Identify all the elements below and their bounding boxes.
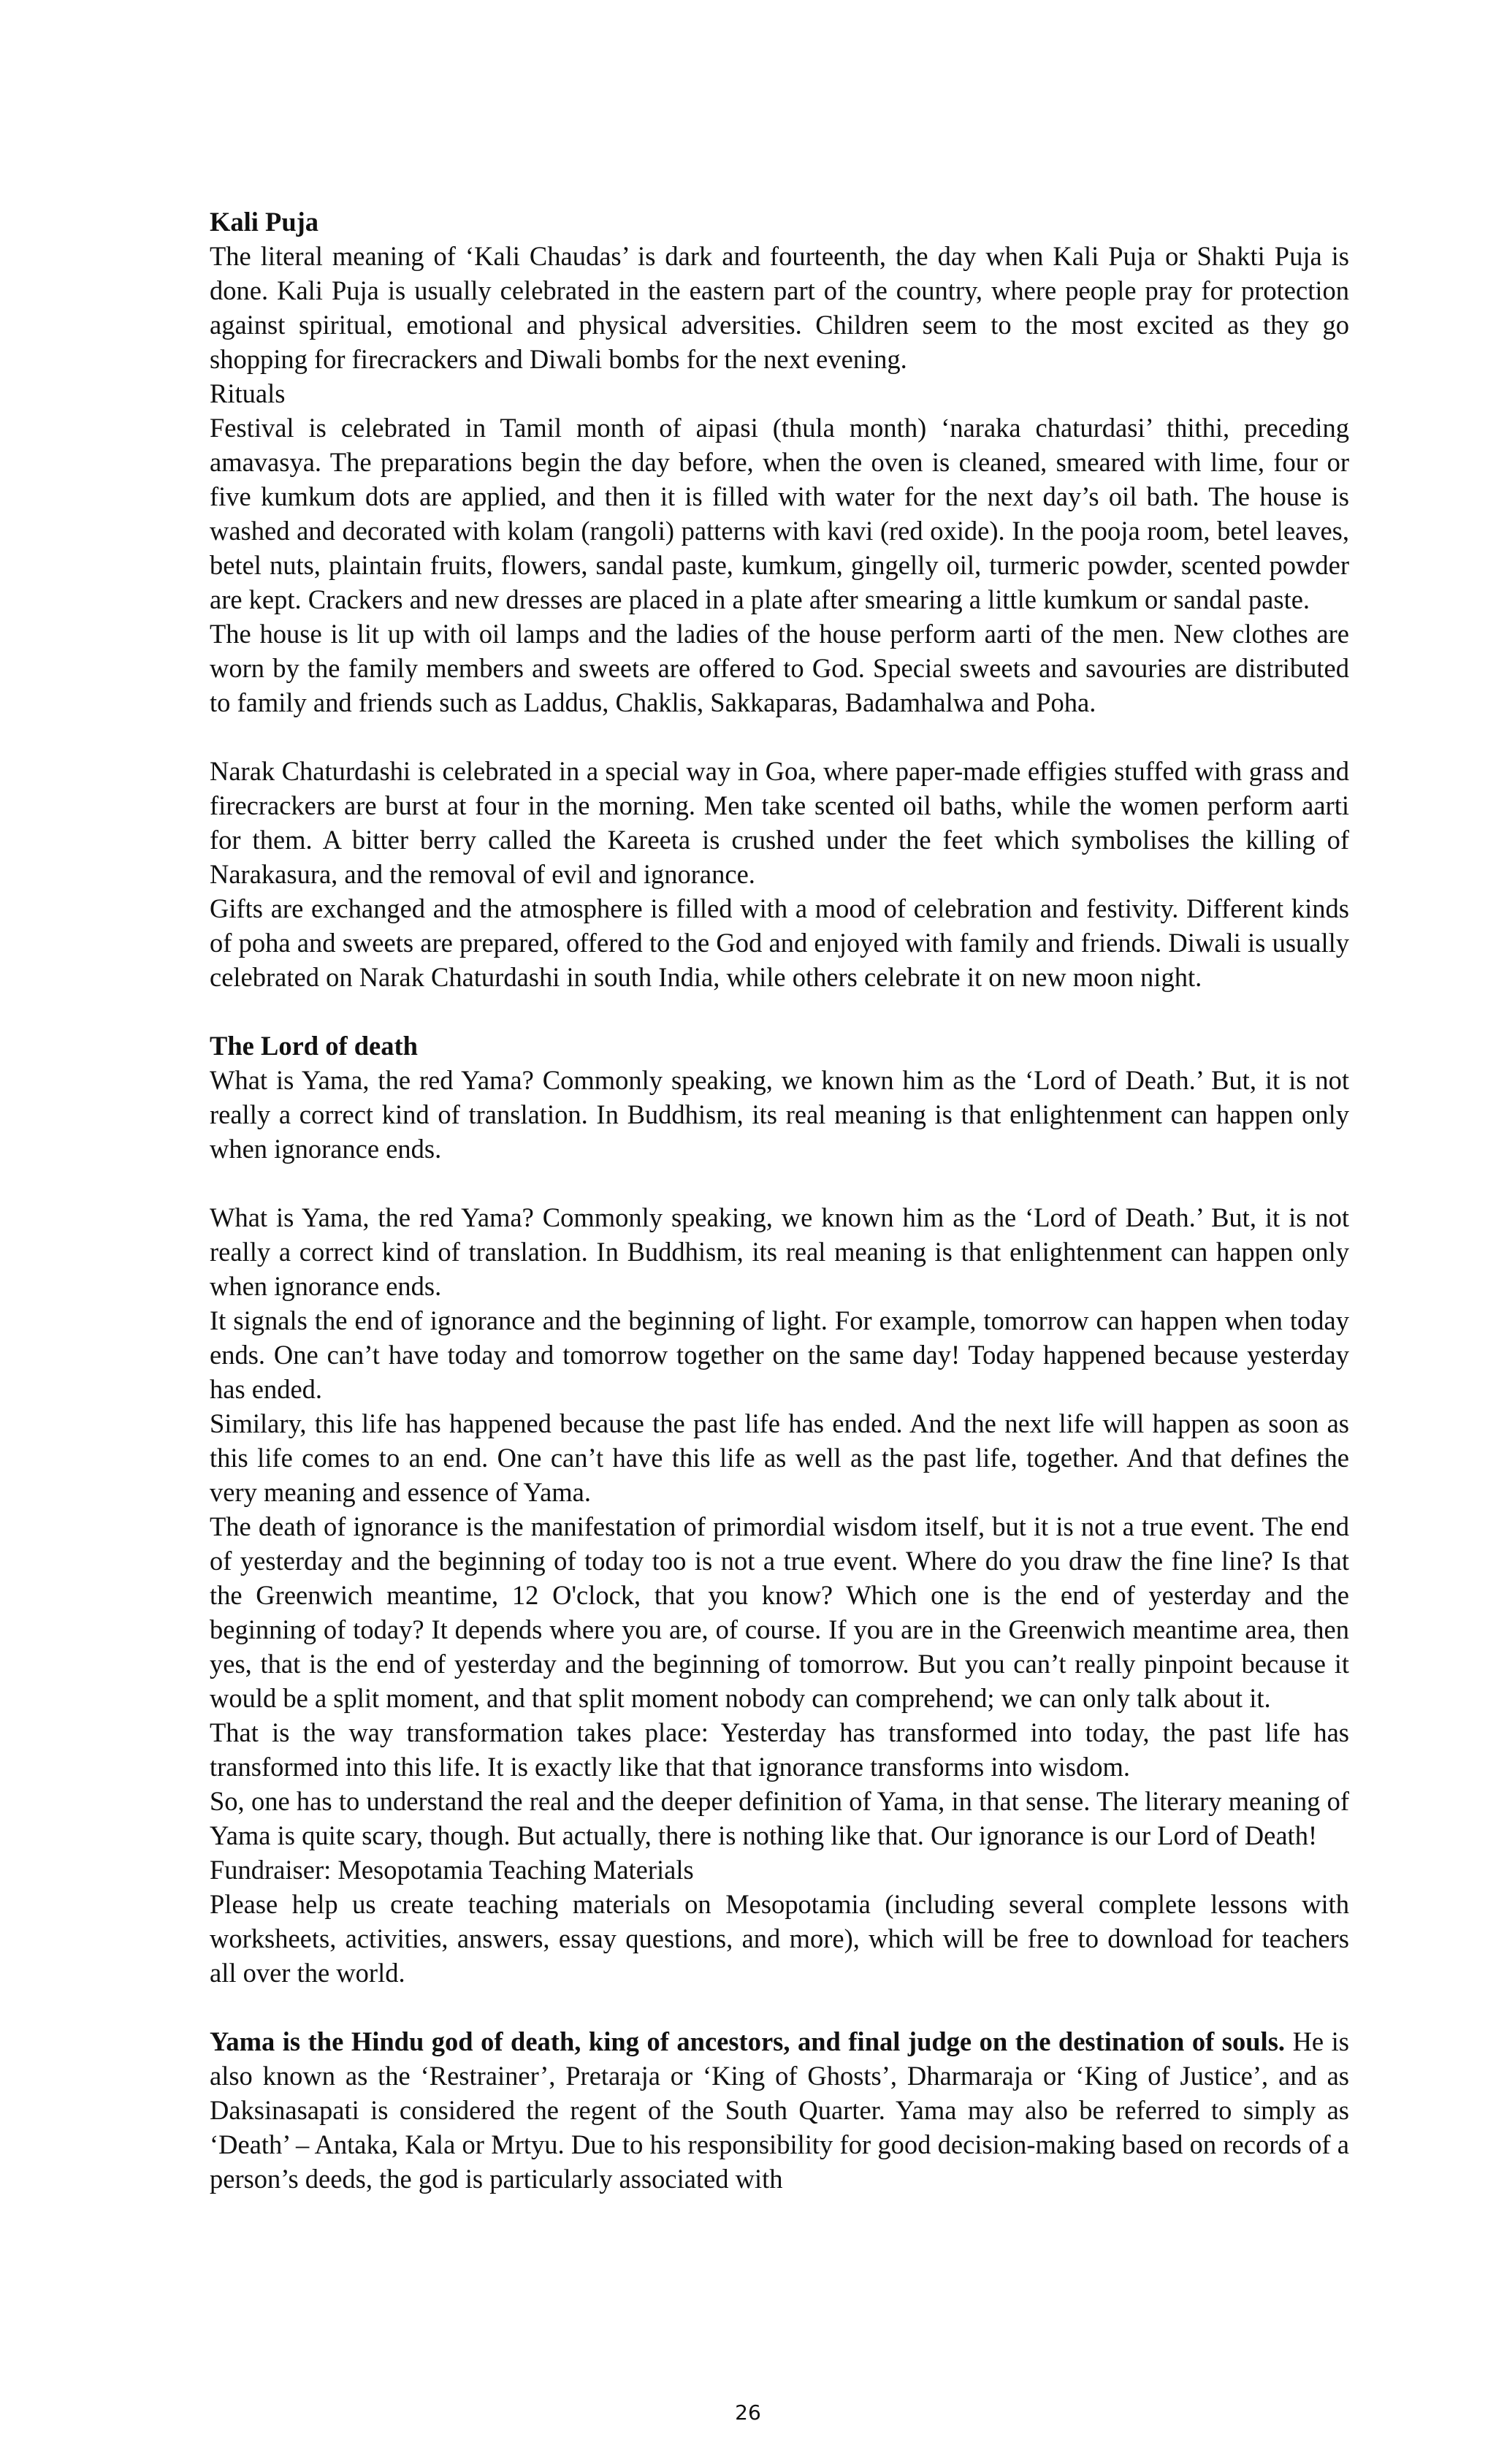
paragraph-spacer <box>210 994 1349 1029</box>
fundraiser-paragraph: Please help us create teaching materials on Mesopotamia (including several complete lessons with worksheets, activities, answers, essay questions, and more), which will be free to download for teachers all over the world. <box>210 1889 1349 1988</box>
lord-of-death-paragraph-7: So, one has to understand the real and the deeper definition of Yama, in that sense. The literary meaning of Yama is quite scary, though. But actually, there is nothing like that. Our ignorance is our Lord of Death! <box>210 1786 1349 1850</box>
yama-paragraph-text: He is also known as the ‘Restrainer’, Pretaraja or ‘King of Ghosts’, Dharmaraja or ‘King of Justice’, and as Daksinasapati is considered the regent of the South Quarter. Yama may also be referred to simply as ‘Death’ – Antaka, Kala or Mrtyu. Due to his responsibility for good decision-making based on records of a person’s deeds, the god is particularly associated with <box>210 2026 1350 2194</box>
lord-of-death-paragraph-1: What is Yama, the red Yama? Commonly speaking, we known him as the ‘Lord of Death.’ But, it is not really a correct kind of translation. In Buddhism, its real meaning is that enlightenment can happen only when ignorance ends. <box>210 1065 1349 1164</box>
goa-paragraph-1: Narak Chaturdashi is celebrated in a special way in Goa, where paper-made effigies stuffed with grass and firecrackers are burst at four in the morning. Men take scented oil baths, while the women perform aarti for them. A bitter berry called the Kareeta is crushed under the feet which symbolises the killing of Narakasura, and the removal of evil and ignorance. <box>210 756 1349 889</box>
document-body <box>210 205 1349 2196</box>
paragraph-spacer <box>210 1990 1349 2024</box>
lord-of-death-paragraph-2: What is Yama, the red Yama? Commonly speaking, we known him as the ‘Lord of Death.’ But, it is not really a correct kind of translation. In Buddhism, its real meaning is that enlightenment can happen only when ignorance ends. <box>210 1202 1349 1301</box>
fundraiser-title: Fundraiser: Mesopotamia Teaching Materials <box>210 1855 694 1885</box>
yama-lead-bold: Yama is the Hindu god of death, king of ancestors, and final judge on the destination of souls. <box>210 2026 1286 2056</box>
paragraph-spacer <box>210 720 1349 754</box>
lord-of-death-paragraph-4: Similary, this life has happened because the past life has ended. And the next life will happen as soon as this life comes to an end. One can’t have this life as well as the past life, together. And that defines the very meaning and essence of Yama. <box>210 1408 1349 1507</box>
yama-paragraph <box>210 2024 1349 2196</box>
section-heading-lord-of-death: The Lord of death <box>210 1031 418 1061</box>
rituals-paragraph-2: The house is lit up with oil lamps and the ladies of the house perform aarti of the men. New clothes are worn by the family members and sweets are offered to God. Special sweets and savouries are distributed to family and friends such as Laddus, Chaklis, Sakkaparas, Badamhalwa and Poha. <box>210 619 1349 717</box>
paragraph-spacer <box>210 1166 1349 1200</box>
section-heading-kali-puja: Kali Puja <box>210 207 319 237</box>
lord-of-death-paragraph-6: That is the way transformation takes place: Yesterday has transformed into today, the past life has transformed into this life. It is exactly like that that ignorance transforms into wisdom. <box>210 1717 1349 1782</box>
rituals-label: Rituals <box>210 378 286 408</box>
lord-of-death-paragraph-3: It signals the end of ignorance and the beginning of light. For example, tomorrow can happen when today ends. One can’t have today and tomorrow together on the same day! Today happened because yesterday has ended. <box>210 1305 1349 1404</box>
page-number: 26 <box>735 2400 761 2425</box>
goa-paragraph-2: Gifts are exchanged and the atmosphere is filled with a mood of celebration and festivity. Different kinds of poha and sweets are prepared, offered to the God and enjoyed with family and friends. Diwali is usually celebrated on Narak Chaturdashi in south India, while others celebrate it on new moon night. <box>210 893 1349 992</box>
rituals-paragraph-1: Festival is celebrated in Tamil month of aipasi (thula month) ‘naraka chaturdasi’ thithi, preceding amavasya. The preparations begin the day before, when the oven is cleaned, smeared with lime, four or five kumkum dots are applied, and then it is filled with water for the next day’s oil bath. The house is washed and decorated with kolam (rangoli) patterns with kavi (red oxide). In the pooja room, betel leaves, betel nuts, plaintain fruits, flowers, sandal paste, kumkum, gingelly oil, turmeric powder, scented powder are kept. Crackers and new dresses are placed in a plate after smearing a little kumkum or sandal paste. <box>210 413 1349 614</box>
lord-of-death-paragraph-5: The death of ignorance is the manifestation of primordial wisdom itself, but it is not a true event. The end of yesterday and the beginning of today too is not a true event. Where do you draw the fine line? Is that the Greenwich meantime, 12 O'clock, that you know? Which one is the end of yesterday and the beginning of today? It depends where you are, of course. If you are in the Greenwich meantime area, then yes, that is the end of yesterday and the beginning of tomorrow. But you can’t really pinpoint because it would be a split moment, and that split moment nobody can comprehend; we can only talk about it. <box>210 1511 1349 1713</box>
kali-puja-intro-paragraph: The literal meaning of ‘Kali Chaudas’ is dark and fourteenth, the day when Kali Puja or Shakti Puja is done. Kali Puja is usually celebrated in the eastern part of the country, where people pray for protection against spiritual, emotional and physical adversities. Children seem to the most excited as they go shopping for firecrackers and Diwali bombs for the next evening. <box>210 241 1349 374</box>
